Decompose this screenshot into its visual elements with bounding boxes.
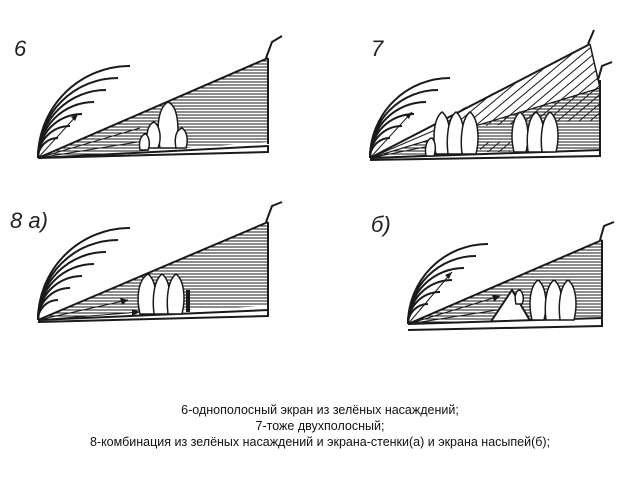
tree-belt-7a [425, 112, 478, 156]
caption-line-3: 8-комбинация из зелёных насаждений и экрана-стенки(а) и экрана насыпей(б); [89, 435, 551, 449]
panel-label-7: 7 [371, 36, 384, 61]
panel-8a-trees-and-wall [38, 202, 282, 322]
figure-caption [0, 402, 640, 450]
panel-label-6: 6 [14, 36, 27, 61]
wall-8a [186, 290, 190, 312]
panel-label-8b: б) [371, 212, 391, 237]
panel-label-8a: 8 а) [10, 208, 48, 233]
caption-line-2: 7-тоже двухполосный; [255, 419, 385, 433]
panel-7-double-belt-screen [370, 30, 612, 160]
panel-6-single-belt-screen [38, 36, 282, 158]
caption-line-1: 6-однополосный экран из зелёных насаждений; [181, 403, 459, 417]
tree-belt-7b [512, 112, 558, 152]
panel-8b-trees-and-embankment [408, 222, 614, 330]
ground-cover-7 [480, 142, 510, 152]
tree-belt-8a [138, 274, 184, 314]
